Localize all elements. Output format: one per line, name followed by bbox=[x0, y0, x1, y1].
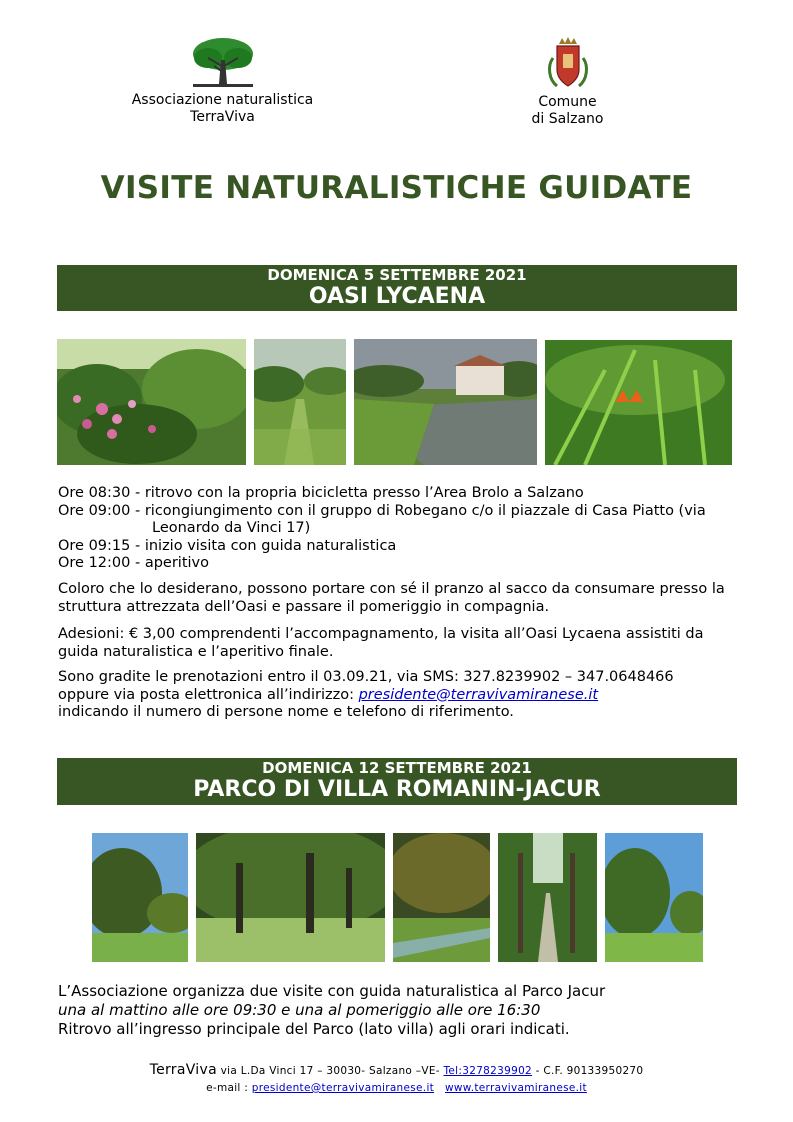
footer-cf: - C.F. 90133950270 bbox=[532, 1065, 644, 1077]
booking-line2: oppure via posta elettronica all’indirizzo: presidente@terravivamiranese.it bbox=[58, 686, 599, 703]
footer-contact-line bbox=[0, 1080, 793, 1097]
event1-lunch-paragraph: Coloro che lo desiderano, possono portare con sé il pranzo al sacco da consumare presso la struttura attrezzata dell’Oasi e passare il pomeriggio in compagnia. bbox=[58, 581, 725, 615]
schedule-continuation: Leonardo da Vinci 17) bbox=[152, 520, 311, 536]
photo-park-avenue bbox=[498, 833, 597, 962]
schedule-text: - ricongiungimento con il gruppo di Robegano c/o il piazzale di Casa Piatto (via bbox=[130, 502, 706, 519]
footer-address-line bbox=[0, 1062, 793, 1080]
photo-park-lawn bbox=[605, 833, 703, 962]
event1-banner bbox=[57, 265, 737, 311]
schedule-item bbox=[58, 555, 748, 573]
event1-fee-paragraph: Adesioni: € 3,00 comprendenti l’accompagnamento, la visita all’Oasi Lycaena assistiti da guida naturalistica e l’aperitivo finale. bbox=[58, 626, 704, 660]
photo-park-canal bbox=[393, 833, 490, 962]
page-title: VISITE NATURALISTICHE GUIDATE bbox=[100, 170, 693, 206]
schedule-time: Ore 08:30 bbox=[58, 485, 131, 501]
schedule-text: - aperitivo bbox=[130, 555, 209, 571]
footer-tel-link[interactable]: Tel:3278239902 bbox=[443, 1065, 533, 1077]
event1-schedule bbox=[58, 485, 748, 573]
footer-email-link[interactable]: presidente@terravivamiranese.it bbox=[251, 1082, 435, 1094]
event1-place: OASI LYCAENA bbox=[308, 284, 486, 309]
schedule-time: Ore 12:00 bbox=[58, 555, 131, 571]
event1-booking-paragraph bbox=[58, 669, 748, 722]
schedule-time: Ore 09:00 bbox=[58, 502, 131, 519]
photo-park-trees-1 bbox=[92, 833, 188, 962]
association-logo bbox=[100, 36, 345, 126]
photo-mill-river bbox=[354, 339, 537, 465]
photo-flowering-shrub bbox=[57, 339, 246, 465]
event2-date: DOMENICA 12 SETTEMBRE 2021 bbox=[262, 759, 532, 777]
event2-place: PARCO DI VILLA ROMANIN-JACUR bbox=[193, 777, 601, 802]
schedule-item bbox=[58, 503, 748, 521]
footer bbox=[0, 1062, 793, 1097]
schedule-item bbox=[58, 485, 748, 503]
association-name-line2: TerraViva bbox=[190, 109, 255, 125]
footer-email-label: e-mail : bbox=[206, 1082, 252, 1094]
schedule-text: - ritrovo con la propria bicicletta presso l’Area Brolo a Salzano bbox=[130, 485, 584, 501]
schedule-item bbox=[58, 538, 748, 556]
event1-date: DOMENICA 5 SETTEMBRE 2021 bbox=[267, 266, 527, 284]
booking-email-link[interactable]: presidente@terravivamiranese.it bbox=[358, 686, 599, 703]
event2-banner bbox=[57, 758, 737, 805]
event2-line1: L’Associazione organizza due visite con guida naturalistica al Parco Jacur bbox=[58, 982, 606, 1000]
photo-butterfly bbox=[545, 340, 732, 465]
schedule-time: Ore 09:15 bbox=[58, 537, 131, 554]
booking-line3: indicando il numero di persone nome e telefono di riferimento. bbox=[58, 704, 514, 720]
comune-logo bbox=[505, 36, 630, 128]
event2-line2: una al mattino alle ore 09:30 e una al pomeriggio alle ore 16:30 bbox=[58, 1001, 541, 1019]
event2-line3: Ritrovo all’ingresso principale del Parco (lato villa) agli orari indicati. bbox=[58, 1020, 570, 1038]
photo-grass-path bbox=[254, 339, 346, 465]
crest-icon bbox=[545, 36, 591, 92]
footer-website-link[interactable]: www.terravivamiranese.it bbox=[445, 1082, 587, 1094]
photo-park-trees-2 bbox=[196, 833, 385, 962]
association-name-line1: Associazione naturalistica bbox=[131, 92, 314, 108]
schedule-text: - inizio visita con guida naturalistica bbox=[130, 537, 397, 554]
comune-name-line1: Comune bbox=[538, 94, 597, 110]
event2-description bbox=[58, 982, 748, 1039]
booking-line1: Sono gradite le prenotazioni entro il 03.09.21, via SMS: 327.8239902 – 347.0648466 bbox=[58, 669, 674, 685]
comune-name-line2: di Salzano bbox=[531, 111, 604, 127]
footer-brand: TerraViva bbox=[149, 1062, 217, 1078]
footer-address: via L.Da Vinci 17 – 30030- Salzano –VE- bbox=[216, 1065, 444, 1077]
tree-icon bbox=[188, 36, 258, 88]
